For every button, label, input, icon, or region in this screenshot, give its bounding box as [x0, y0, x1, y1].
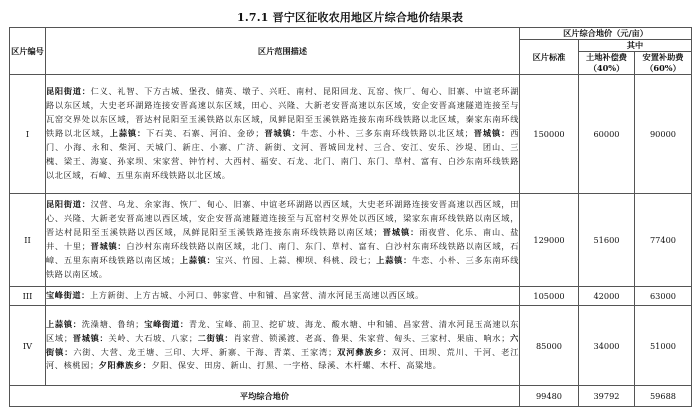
header-land-compensation: 土地补偿费（40%） — [579, 52, 635, 75]
header-zone-code: 区片编号 — [10, 28, 46, 75]
header-resettlement-subsidy: 安置补助费（60%） — [635, 52, 692, 75]
zone-code: IV — [10, 306, 46, 386]
resettlement-subsidy: 51000 — [635, 306, 692, 386]
resettlement-subsidy: 77400 — [635, 194, 692, 287]
average-land-compensation: 39792 — [579, 386, 635, 407]
zone-code: II — [10, 194, 46, 287]
standard-price: 105000 — [520, 287, 579, 306]
table-row — [10, 287, 692, 306]
resettlement-subsidy: 90000 — [635, 75, 692, 194]
table-title: 1.7.1 晋宁区征收农用地区片综合地价结果表 — [236, 11, 464, 24]
zone-description: 昆阳街道：汉营、乌龙、余家海、恢厂、甸心、旧寨、中谊老环湖路以西区域，大史老环湖路连接安晋高速以西区域，田心、兴隆、大新老安晋高速以西区域，安企安晋高速隧道连接至与瓦窑村交界处以西区域，梁家东南环线铁路以南区域，晋达村昆阳至玉溪铁路以西区域，凤鲜昆阳至玉溪铁路连接东南环线铁路以南区域；晋城镇：雨夜营、化乐、南山、盐井、十里；晋城镇：白沙村东南环线铁路以南区域，北门、南门、东门、草村、富有、白沙村东南环线铁路以南区域，石嶂、五里东南环线铁路以南区域；上蒜镇：宝兴、竹园、上蒜、柳坝、科桃、段七；上蒜镇：牛恋、小朴、三多东南环线铁路以南区域。 — [46, 194, 520, 287]
header-zone-range: 区片范围描述 — [46, 28, 520, 75]
average-row — [10, 386, 692, 407]
header-of-which: 其中 — [579, 40, 692, 52]
standard-price: 85000 — [520, 306, 579, 386]
standard-price: 150000 — [520, 75, 579, 194]
average-resettlement-subsidy: 59688 — [635, 386, 692, 407]
zone-code: I — [10, 75, 46, 194]
table-row — [10, 194, 692, 287]
land-compensation: 34000 — [579, 306, 635, 386]
average-label: 平均综合地价 — [10, 386, 520, 407]
zone-code: III — [10, 287, 46, 306]
land-compensation: 60000 — [579, 75, 635, 194]
resettlement-subsidy: 63000 — [635, 287, 692, 306]
zone-description: 宝峰街道：上方新街、上方古城、小河口、韩家营、中和铺、昌家营、清水河昆玉高速以西区域。 — [46, 287, 520, 306]
header-standard: 区片标准 — [520, 40, 579, 75]
standard-price: 129000 — [520, 194, 579, 287]
table-row — [10, 75, 692, 194]
header-composite-price: 区片综合地价（元/亩） — [520, 28, 692, 40]
zone-description: 上蒜镇：洗澡塘、鲁纳；宝峰街道：青龙、宝峰、前卫、挖矿坡、海龙、酸水塘、中和铺、昌家营、清水河昆玉高速以东区域；晋城镇：关岭、大石坡、八家；二街镇：肖家营、锁溪渡、老高、鲁果、朱家营、甸头、三家村、果庙、响水；六街镇：六街、大营、龙王塘、三印、大坪、新寨、干海、青菜、王家湾；双河彝族乡：双河、田坝、荒川、干河、老江河、核桃园；夕阳彝族乡：夕阳、保安、田房、新山、打黑、一字格、绿溪、木杆螺、木杆、高粱地。 — [46, 306, 520, 386]
land-compensation: 42000 — [579, 287, 635, 306]
zone-description: 昆阳街道：仁义、礼智、下方古城、堡孜、储英、墩子、兴旺、南村、昆阳回龙、瓦窑、恢厂、甸心、旧寨、中谊老环湖路以东区域，大史老环湖路连接安晋高速以东区域，田心、兴隆、大新老安晋高速以东区域，安企安晋高速隧道连接至与瓦窑交界处以东区域，晋达村昆阳至玉溪铁路以东区域，凤鲜昆阳至玉溪铁路连接东南环线铁路以北区域，秦家东南环线铁路以北区域，上蒜镇：下石美、石寨、河泊、金砂；晋城镇：牛恋、小朴、三多东南环线铁路以北区域；晋城镇：西门、小海、永和、柴河、天城门、新庄、小寨、广济、新街、文河、晋城回龙村、三合、安江、安乐、沙堤、团山、三槐、梁王、海宴、孙家坝、宋家营、钟竹村、大西村、福安、石龙、北门、南门、东门、草村、富有、白沙东南环线铁路以北区域，石嶂、五里东南环线铁路以北区域。 — [46, 75, 520, 194]
land-compensation: 51600 — [579, 194, 635, 287]
land-price-table — [9, 27, 692, 407]
table-row — [10, 306, 692, 386]
average-standard: 99480 — [520, 386, 579, 407]
